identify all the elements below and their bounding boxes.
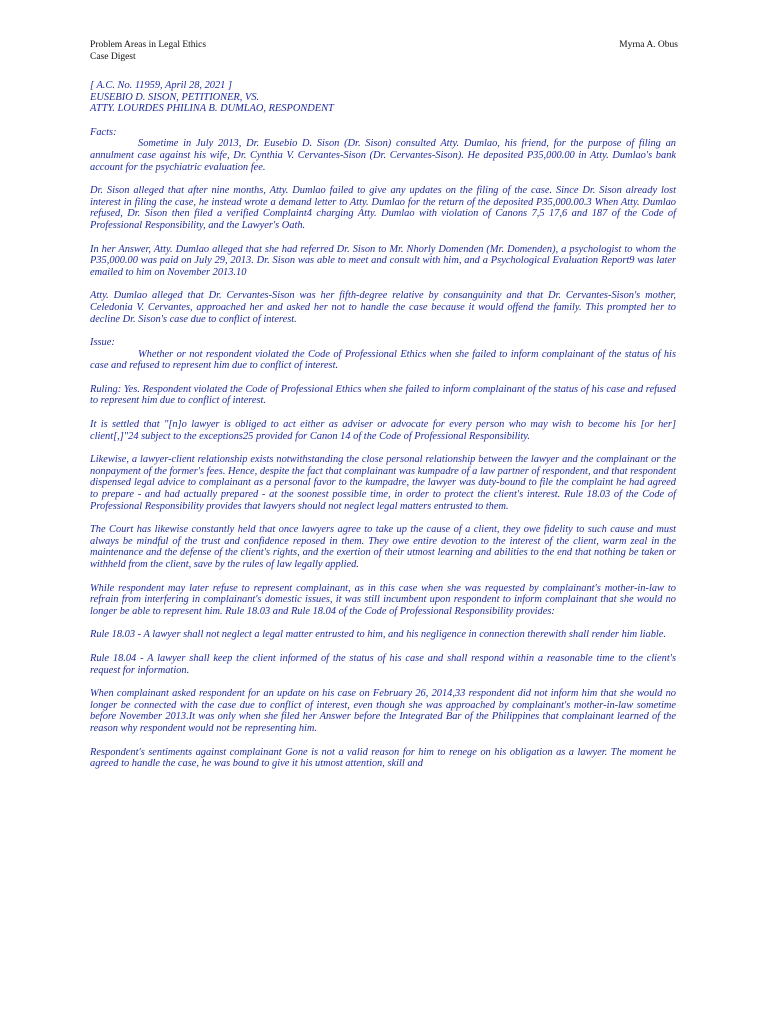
ruling-paragraph-8: When complainant asked respondent for an update on his case on February 26, 2014,33 respondent did not inform him that she would no longer be connected with the case due to conflict of interest, even though she was approached by complainant's mother-in-law sometime before November 2013.It was only when she filed her Answer before the Integrated Bar of the Philippines that complainant learned of the reason why respondent would not be representing him. bbox=[90, 688, 676, 734]
header-doc-type: Case Digest bbox=[90, 51, 136, 62]
facts-paragraph-4: Atty. Dumlao alleged that Dr. Cervantes-Sison was her fifth-degree relative by consanguinity and that Dr. Cervantes-Sison's mother, Celedonia V. Cervantes, approached her and asked her not to handle the case because it would offend the family. This prompted her to decline Dr. Sison's case due to conflict of interest. bbox=[90, 290, 676, 325]
ruling-paragraph-3: Likewise, a lawyer-client relationship exists notwithstanding the close personal relationship between the lawyer and the complainant or the nonpayment of the former's fees. Hence, despite the fact that complainant was kumpadre of a law partner of respondent, and that respondent dispensed legal advice to complainant as a personal favor to the kumpadre, the lawyer was duty-bound to file the complaint he had agreed to prepare - and had actually prepared - at the soonest possible time, in order to protect the client's interest. Rule 18.03 of the Code of Professional Responsibility provides that lawyers should not neglect legal matters entrusted to them. bbox=[90, 454, 676, 512]
ruling-paragraph-5: While respondent may later refuse to represent complainant, as in this case when she was requested by complainant's mother-in-law to refrain from interfering in complainant's domestic issues, it was still incumbent upon respondent to inform complainant that she would no longer be able to represent him. Rule 18.03 and Rule 18.04 of the Code of Professional Responsibility provides: bbox=[90, 582, 676, 617]
case-reference: [ A.C. No. 11959, April 28, 2021 ] bbox=[90, 80, 233, 91]
ruling-paragraph-2: It is settled that "[n]o lawyer is obliged to act either as adviser or advocate for every person who may wish to become his [or her] client[,]"24 subject to the exceptions25 provided for Canon 14 of the Code of Professional Responsibility. bbox=[90, 419, 676, 442]
case-petitioner: EUSEBIO D. SISON, PETITIONER, VS. bbox=[90, 91, 260, 103]
case-respondent: ATTY. LOURDES PHILINA B. DUMLAO, RESPONDENT bbox=[90, 103, 334, 115]
facts-paragraph-2: Dr. Sison alleged that after nine months, Atty. Dumlao failed to give any updates on the filing of the case. Since Dr. Sison already lost interest in filing the case, he instead wrote a demand letter to Atty. Dumlao for the return of the deposited P35,000.00.3 When Atty. Dumlao refused, Dr. Sison then filed a verified Complaint4 charging Atty. Dumlao with violation of Canons 7,5 17,6 and 187 of the Code of Professional Responsibility, and the Lawyer's Oath. bbox=[90, 185, 676, 231]
facts-label: Facts: bbox=[90, 126, 117, 138]
rule-18-03: Rule 18.03 - A lawyer shall not neglect a legal matter entrusted to him, and his negligence in connection therewith shall render him liable. bbox=[90, 629, 667, 641]
issue-label: Issue: bbox=[90, 337, 115, 349]
header-author: Myrna A. Obus bbox=[619, 40, 678, 50]
ruling-paragraph-9: Respondent's sentiments against complainant Gone is not a valid reason for him to renege on his obligation as a lawyer. The moment he agreed to handle the case, he was bound to give it his utmost attention, skill and bbox=[90, 746, 676, 770]
facts-paragraph-3: In her Answer, Atty. Dumlao alleged that she had referred Dr. Sison to Mr. Nhorly Domenden (Mr. Domenden), a psychologist to whom the P35,000.00 was paid on July 29, 2013. Dr. Sison was able to meet and consult with him, and a Psychological Evaluation Report9 was later emailed to him on November 2013.10 bbox=[90, 243, 676, 278]
facts-paragraph-1: Sometime in July 2013, Dr. Eusebio D. Sison (Dr. Sison) consulted Atty. Dumlao, his friend, for the purpose of filing an annulment case against his wife, Dr. Cynthia V. Cervantes-Sison (Dr. Cervantes-Sison). He deposited P35,000.00 in Atty. Dumlao's bank account for the psychiatric evaluation fee. bbox=[90, 138, 676, 173]
ruling-paragraph-4: The Court has likewise constantly held that once lawyers agree to take up the cause of a client, they owe fidelity to such cause and must always be mindful of the trust and confidence reposed in them. They owe entire devotion to the interest of the client, warm zeal in the maintenance and the defense of the client's rights, and the exertion of their utmost learning and abilities to the end that nothing be taken or withheld from the client, save by the rules of law legally applied. bbox=[90, 524, 676, 570]
rule-18-04: Rule 18.04 - A lawyer shall keep the client informed of the status of his case and shall respond within a reasonable time to the client's request for information. bbox=[90, 652, 676, 676]
header-course-title: Problem Areas in Legal Ethics bbox=[90, 40, 207, 50]
document-body bbox=[90, 80, 676, 770]
issue-paragraph: Whether or not respondent violated the Code of Professional Ethics when she failed to inform complainant of the status of his case and refused to represent him due to conflict of interest. bbox=[90, 348, 676, 372]
ruling-paragraph-1: Ruling: Yes. Respondent violated the Code of Professional Ethics when she failed to inform complainant of the status of his case and refused to represent him due to conflict of interest. bbox=[90, 383, 676, 407]
header-left bbox=[90, 40, 206, 63]
